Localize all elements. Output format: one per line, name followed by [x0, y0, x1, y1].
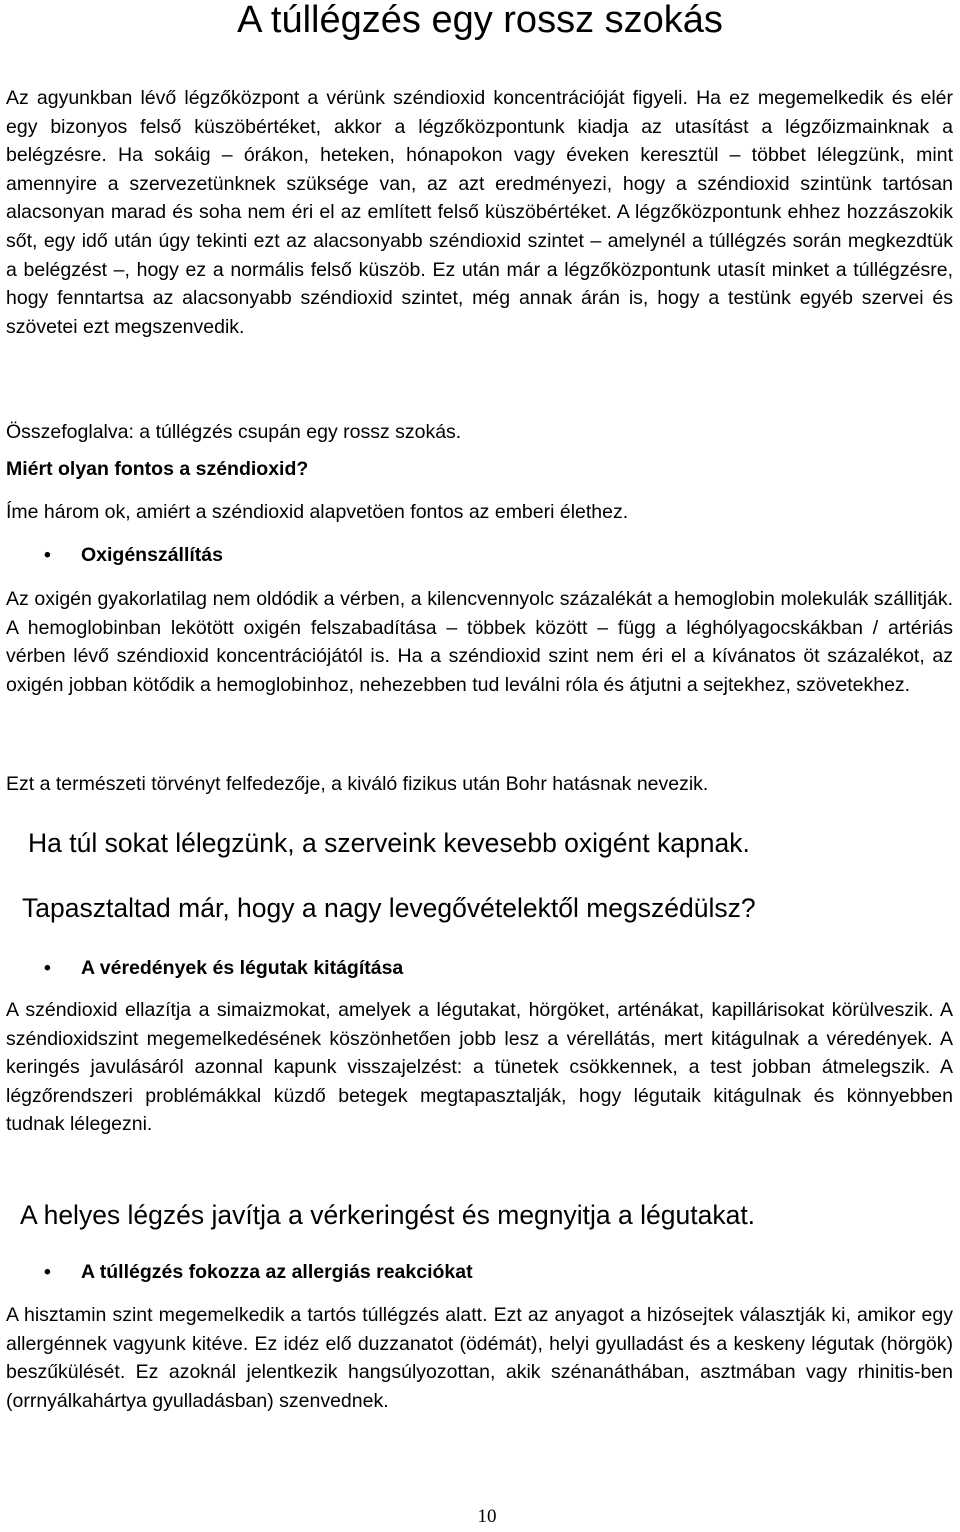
oxygen-paragraph: Az oxigén gyakorlatilag nem oldódik a vérben, a kilencvennyolc százalékát a hemoglobin molekulák szállitják. A hemoglobinban lekötött oxigén felszabadítása – többek között – függ a léghólyagocskákban / artériás vérben lévő széndioxid koncentrációjától is. Ha a széndioxid szint nem éri el a kívánatos öt százalékot, az oxigén jobban kötődik a hemoglobinhoz, nehezebben tud leválni róla és átjutni a sejtekhez, szövetekhez. [6, 588, 953, 696]
summary-line: Összefoglalva: a túllégzés csupán egy rossz szokás. [6, 421, 462, 443]
highlight-airways: A helyes légzés javítja a vérkeringést és megnyitja a légutakat. [20, 1200, 756, 1230]
intro-paragraph: Az agyunkban lévő légzőközpont a vérünk széndioxid koncentrációját figyeli. Ha ez megemelkedik és elér egy bizonyos felső küszöbértéket, akkor a légzőközpontunk kiadja az utasítást a légzőizmainknak a belégzésre. Ha sokáig – órákon, heteken, hónapokon vagy éveken keresztül – többet lélegzünk, mint amennyire a szervezetünknek szüksége van, az azt eredményezi, hogy a széndioxid szintünk tartósan alacsonyan marad és soha nem éri el az említett felső küszöbértéket. A légzőközpontunk ehhez hozzászokik sőt, egy idő után úgy tekinti ezt az alacsonyabb széndioxid szintet – amelynél a túllégzés során megkezdtük a belégzést –, hogy ez a normális felső küszöb. Ez után már a légzőközpontunk utasít minket a túllégzésre, hogy fenntartsa az alacsonyabb széndioxid szintet, még annak árán is, hogy a testünk egyéb szervei és szövetei ezt megszenvedik. [6, 87, 953, 338]
reasons-intro: Íme három ok, amiért a széndioxid alapvetöen fontos az emberi élethez. [6, 501, 629, 523]
allergy-paragraph: A hisztamin szint megemelkedik a tartós túllégzés alatt. Ezt az anyagot a hizósejtek választják ki, amikor egy allergénnek vagyunk kitéve. Ez idéz elő duzzanatot (ödémát), helyi gyulladást és a keskeny légutak (hörgök) beszűkülését. Ez azoknál jelentkezik hangsúlyozottan, akik szénanáthában, asztmában vagy rhinitis-ben (orrnyálkahártya gyulladásban) szenvednek. [6, 1304, 953, 1412]
page-title: A túllégzés egy rossz szokás [237, 0, 723, 41]
bullet-dot: • [44, 1261, 51, 1283]
bullet-dot: • [44, 957, 51, 979]
highlight-dizziness: Tapasztaltad már, hogy a nagy levegővételektől megszédülsz? [22, 893, 756, 923]
section-heading-label: Oxigénszállítás [81, 544, 223, 566]
bullet-dot: • [44, 544, 51, 566]
airways-paragraph: A széndioxid ellazítja a simaizmokat, amelyek a légutakat, hörgöket, arténákat, kapillárisokat körülveszik. A széndioxidszint megemelkedésének köszönhetően jobb lesz a vérellátás, mert kitágulnak a véredények. A keringés javulásáról azonnal kapunk visszajelzést: a tünetek csökkennek, a test jobban átmelegszik. A légzőrendszeri problémákkal küzdő betegek megtapasztalják, hogy légutaik kitágulnak és könnyebben tudnak lélegezni. [6, 999, 953, 1136]
page-number: 10 [477, 1506, 497, 1527]
section-heading-oxygen [44, 541, 223, 569]
highlight-oxygen: Ha túl sokat lélegzünk, a szerveink kevesebb oxigént kapnak. [28, 828, 750, 858]
section-heading-label: A túllégzés fokozza az allergiás reakciókat [81, 1261, 473, 1283]
section-heading-allergy [44, 1258, 473, 1286]
section-heading-airways [44, 954, 403, 982]
section-heading-label: A véredények és légutak kitágítása [81, 957, 404, 979]
bohr-line: Ezt a természeti törvényt felfedezője, a kiváló fizikus után Bohr hatásnak nevezik. [6, 773, 709, 795]
question-heading: Miért olyan fontos a széndioxid? [6, 458, 309, 480]
